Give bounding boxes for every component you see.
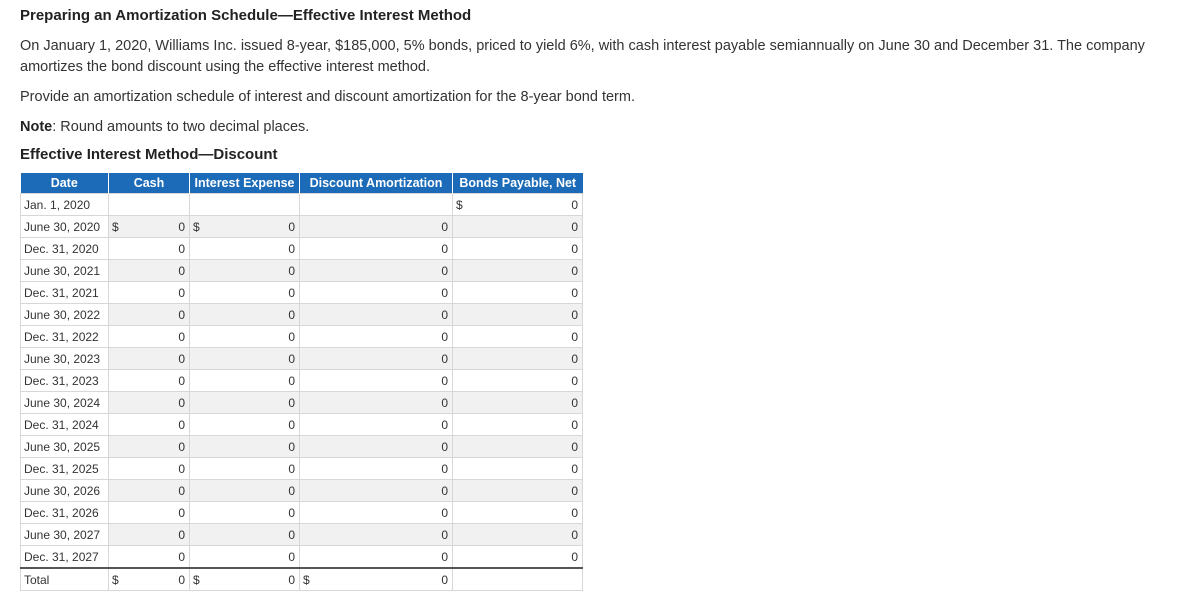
currency-symbol: $ [112, 572, 119, 587]
row-date: Dec. 31, 2027 [21, 546, 109, 569]
interest-expense-input[interactable]: 0 [288, 395, 295, 410]
discount-amortization-input[interactable]: 0 [441, 351, 448, 366]
interest-expense-input[interactable]: 0 [288, 219, 295, 234]
bonds-payable-cell[interactable] [453, 524, 583, 546]
table-row-issue [21, 194, 583, 216]
currency-symbol: $ [193, 572, 200, 587]
bonds-payable-cell[interactable] [453, 194, 583, 216]
cash-cell[interactable] [109, 216, 190, 238]
problem-header [20, 6, 1180, 165]
discount-amortization-cell[interactable] [300, 502, 453, 524]
table-row [21, 370, 583, 392]
discount-amortization-cell[interactable] [300, 436, 453, 458]
total-cash-input[interactable]: 0 [178, 572, 185, 587]
cash-cell-empty [109, 194, 190, 216]
currency-symbol: $ [193, 219, 200, 234]
discount-amortization-cell[interactable] [300, 282, 453, 304]
interest-expense-input[interactable]: 0 [288, 241, 295, 256]
total-cash-cell[interactable] [109, 568, 190, 591]
bonds-payable-input[interactable]: 0 [571, 329, 578, 344]
total-discount-amortization-cell[interactable] [300, 568, 453, 591]
interest-expense-input[interactable]: 0 [288, 527, 295, 542]
table-header-row [21, 173, 583, 194]
discount-amortization-cell[interactable] [300, 216, 453, 238]
bonds-payable-input[interactable]: 0 [571, 395, 578, 410]
total-discount-amortization-input[interactable]: 0 [441, 572, 448, 587]
cash-cell[interactable] [109, 458, 190, 480]
bonds-payable-cell[interactable] [453, 282, 583, 304]
cash-input[interactable]: 0 [178, 285, 185, 300]
cash-input[interactable]: 0 [178, 373, 185, 388]
cash-input[interactable]: 0 [178, 351, 185, 366]
cash-cell[interactable] [109, 392, 190, 414]
bonds-payable-input[interactable]: 0 [571, 197, 578, 212]
bonds-payable-input[interactable]: 0 [571, 439, 578, 454]
row-date: June 30, 2024 [21, 392, 109, 414]
col-header-interest-expense: Interest Expense [190, 173, 300, 194]
discount-amortization-input[interactable]: 0 [441, 439, 448, 454]
table-title: Effective Interest Method—Discount [20, 146, 278, 163]
interest-expense-cell[interactable] [190, 348, 300, 370]
row-date: June 30, 2022 [21, 304, 109, 326]
interest-expense-input[interactable]: 0 [288, 263, 295, 278]
bonds-payable-cell[interactable] [453, 458, 583, 480]
bonds-payable-input[interactable]: 0 [571, 241, 578, 256]
interest-expense-cell[interactable] [190, 392, 300, 414]
interest-expense-cell[interactable] [190, 326, 300, 348]
total-label: Total [21, 568, 109, 591]
bonds-payable-cell[interactable] [453, 436, 583, 458]
interest-expense-input[interactable]: 0 [288, 461, 295, 476]
bonds-payable-input[interactable]: 0 [571, 461, 578, 476]
discount-amortization-input[interactable]: 0 [441, 307, 448, 322]
discount-amortization-input[interactable]: 0 [441, 549, 448, 564]
discount-amortization-input[interactable]: 0 [441, 395, 448, 410]
interest-expense-input[interactable]: 0 [288, 417, 295, 432]
bonds-payable-input[interactable]: 0 [571, 307, 578, 322]
bonds-payable-cell[interactable] [453, 216, 583, 238]
discount-amortization-cell[interactable] [300, 524, 453, 546]
table-row [21, 502, 583, 524]
discount-amortization-cell[interactable] [300, 238, 453, 260]
discount-amortization-input[interactable]: 0 [441, 263, 448, 278]
interest-expense-input[interactable]: 0 [288, 285, 295, 300]
interest-expense-input[interactable]: 0 [288, 373, 295, 388]
table-row-total [21, 568, 583, 591]
table-row [21, 326, 583, 348]
bonds-payable-cell[interactable] [453, 480, 583, 502]
interest-expense-cell[interactable] [190, 260, 300, 282]
interest-expense-cell[interactable] [190, 238, 300, 260]
cash-input[interactable]: 0 [178, 439, 185, 454]
table-row [21, 216, 583, 238]
discount-amortization-input[interactable]: 0 [441, 417, 448, 432]
interest-expense-cell[interactable] [190, 414, 300, 436]
cash-input[interactable]: 0 [178, 219, 185, 234]
discount-amortization-input[interactable]: 0 [441, 285, 448, 300]
bonds-payable-cell[interactable] [453, 546, 583, 569]
row-date: Dec. 31, 2021 [21, 282, 109, 304]
table-row [21, 414, 583, 436]
table-row [21, 458, 583, 480]
discount-amortization-input[interactable]: 0 [441, 219, 448, 234]
discount-amortization-cell[interactable] [300, 458, 453, 480]
table-row [21, 282, 583, 304]
currency-symbol: $ [112, 219, 119, 234]
discount-amortization-cell[interactable] [300, 326, 453, 348]
interest-expense-input[interactable]: 0 [288, 549, 295, 564]
currency-symbol: $ [303, 572, 310, 587]
interest-expense-cell[interactable] [190, 282, 300, 304]
interest-cell-empty [190, 194, 300, 216]
cash-input[interactable]: 0 [178, 263, 185, 278]
row-date: June 30, 2020 [21, 216, 109, 238]
amortization-table [20, 173, 583, 591]
total-interest-expense-input[interactable]: 0 [288, 572, 295, 587]
cash-cell[interactable] [109, 546, 190, 569]
interest-expense-input[interactable]: 0 [288, 439, 295, 454]
cash-cell[interactable] [109, 238, 190, 260]
cash-input[interactable]: 0 [178, 307, 185, 322]
rounding-note [20, 117, 1180, 137]
interest-expense-input[interactable]: 0 [288, 505, 295, 520]
discount-amortization-input[interactable]: 0 [441, 505, 448, 520]
bonds-payable-cell[interactable] [453, 414, 583, 436]
col-header-discount-amortization: Discount Amortization [300, 173, 453, 194]
bonds-payable-input[interactable]: 0 [571, 285, 578, 300]
table-row [21, 546, 583, 569]
problem-instruction: Provide an amortization schedule of interest and discount amortization for the 8-year bond term. [20, 89, 635, 105]
cash-input[interactable]: 0 [178, 417, 185, 432]
cash-input[interactable]: 0 [178, 483, 185, 498]
table-row [21, 260, 583, 282]
discount-amortization-input[interactable]: 0 [441, 461, 448, 476]
cash-input[interactable]: 0 [178, 505, 185, 520]
cash-cell[interactable] [109, 326, 190, 348]
problem-title: Preparing an Amortization Schedule—Effective Interest Method [20, 7, 472, 24]
cash-cell[interactable] [109, 414, 190, 436]
cash-input[interactable]: 0 [178, 395, 185, 410]
bonds-payable-input[interactable]: 0 [571, 373, 578, 388]
interest-expense-input[interactable]: 0 [288, 307, 295, 322]
currency-symbol: $ [456, 197, 463, 212]
bonds-payable-cell[interactable] [453, 348, 583, 370]
row-date: Dec. 31, 2020 [21, 238, 109, 260]
bonds-payable-input[interactable]: 0 [571, 219, 578, 234]
bonds-payable-cell[interactable] [453, 370, 583, 392]
discount-amortization-cell[interactable] [300, 304, 453, 326]
bonds-payable-cell[interactable] [453, 326, 583, 348]
cash-cell[interactable] [109, 502, 190, 524]
table-row [21, 436, 583, 458]
discount-amortization-cell[interactable] [300, 414, 453, 436]
row-date: June 30, 2025 [21, 436, 109, 458]
row-date: Dec. 31, 2022 [21, 326, 109, 348]
interest-expense-cell[interactable] [190, 216, 300, 238]
discount-amortization-input[interactable]: 0 [441, 483, 448, 498]
bonds-payable-cell[interactable] [453, 502, 583, 524]
col-header-bonds-payable-net: Bonds Payable, Net [453, 173, 583, 194]
table-row [21, 392, 583, 414]
cash-cell[interactable] [109, 524, 190, 546]
discount-cell-empty [300, 194, 453, 216]
interest-expense-cell[interactable] [190, 370, 300, 392]
interest-expense-cell[interactable] [190, 458, 300, 480]
total-bonds-empty [453, 568, 583, 591]
interest-expense-cell[interactable] [190, 546, 300, 569]
row-date: Dec. 31, 2024 [21, 414, 109, 436]
cash-cell[interactable] [109, 370, 190, 392]
discount-amortization-cell[interactable] [300, 480, 453, 502]
cash-input[interactable]: 0 [178, 549, 185, 564]
interest-expense-input[interactable]: 0 [288, 483, 295, 498]
table-row [21, 348, 583, 370]
cash-input[interactable]: 0 [178, 241, 185, 256]
row-date: Jan. 1, 2020 [21, 194, 109, 216]
interest-expense-cell[interactable] [190, 502, 300, 524]
bonds-payable-input[interactable]: 0 [571, 417, 578, 432]
bonds-payable-cell[interactable] [453, 392, 583, 414]
discount-amortization-cell[interactable] [300, 546, 453, 569]
note-label: Note [20, 119, 53, 135]
row-date: June 30, 2021 [21, 260, 109, 282]
col-header-date: Date [21, 173, 109, 194]
interest-expense-cell[interactable] [190, 304, 300, 326]
cash-cell[interactable] [109, 282, 190, 304]
cash-cell[interactable] [109, 260, 190, 282]
discount-amortization-cell[interactable] [300, 392, 453, 414]
row-date: June 30, 2026 [21, 480, 109, 502]
discount-amortization-input[interactable]: 0 [441, 329, 448, 344]
interest-expense-input[interactable]: 0 [288, 329, 295, 344]
interest-expense-input[interactable]: 0 [288, 351, 295, 366]
interest-expense-cell[interactable] [190, 436, 300, 458]
row-date: June 30, 2027 [21, 524, 109, 546]
cash-input[interactable]: 0 [178, 527, 185, 542]
bonds-payable-cell[interactable] [453, 260, 583, 282]
table-row [21, 238, 583, 260]
cash-cell[interactable] [109, 348, 190, 370]
table-row [21, 304, 583, 326]
discount-amortization-cell[interactable] [300, 370, 453, 392]
cash-cell[interactable] [109, 436, 190, 458]
row-date: June 30, 2023 [21, 348, 109, 370]
table-row [21, 480, 583, 502]
interest-expense-cell[interactable] [190, 524, 300, 546]
bonds-payable-input[interactable]: 0 [571, 505, 578, 520]
col-header-cash: Cash [109, 173, 190, 194]
discount-amortization-cell[interactable] [300, 348, 453, 370]
discount-amortization-input[interactable]: 0 [441, 373, 448, 388]
bonds-payable-input[interactable]: 0 [571, 549, 578, 564]
bonds-payable-input[interactable]: 0 [571, 263, 578, 278]
discount-amortization-cell[interactable] [300, 260, 453, 282]
discount-amortization-input[interactable]: 0 [441, 527, 448, 542]
row-date: Dec. 31, 2026 [21, 502, 109, 524]
bonds-payable-input[interactable]: 0 [571, 483, 578, 498]
row-date: Dec. 31, 2023 [21, 370, 109, 392]
bonds-payable-input[interactable]: 0 [571, 527, 578, 542]
bonds-payable-cell[interactable] [453, 304, 583, 326]
cash-input[interactable]: 0 [178, 461, 185, 476]
note-text: : Round amounts to two decimal places. [52, 119, 310, 135]
cash-input[interactable]: 0 [178, 329, 185, 344]
cash-cell[interactable] [109, 480, 190, 502]
table-row [21, 524, 583, 546]
bonds-payable-cell[interactable] [453, 238, 583, 260]
cash-cell[interactable] [109, 304, 190, 326]
discount-amortization-input[interactable]: 0 [441, 241, 448, 256]
row-date: Dec. 31, 2025 [21, 458, 109, 480]
problem-description: On January 1, 2020, Williams Inc. issued 8-year, $185,000, 5% bonds, priced to yield 6%, with cash interest payable semiannually on June 30 and December 31. The company amortizes the bond discount using the effective interest method. [20, 38, 1145, 75]
total-interest-expense-cell[interactable] [190, 568, 300, 591]
bonds-payable-input[interactable]: 0 [571, 351, 578, 366]
interest-expense-cell[interactable] [190, 480, 300, 502]
